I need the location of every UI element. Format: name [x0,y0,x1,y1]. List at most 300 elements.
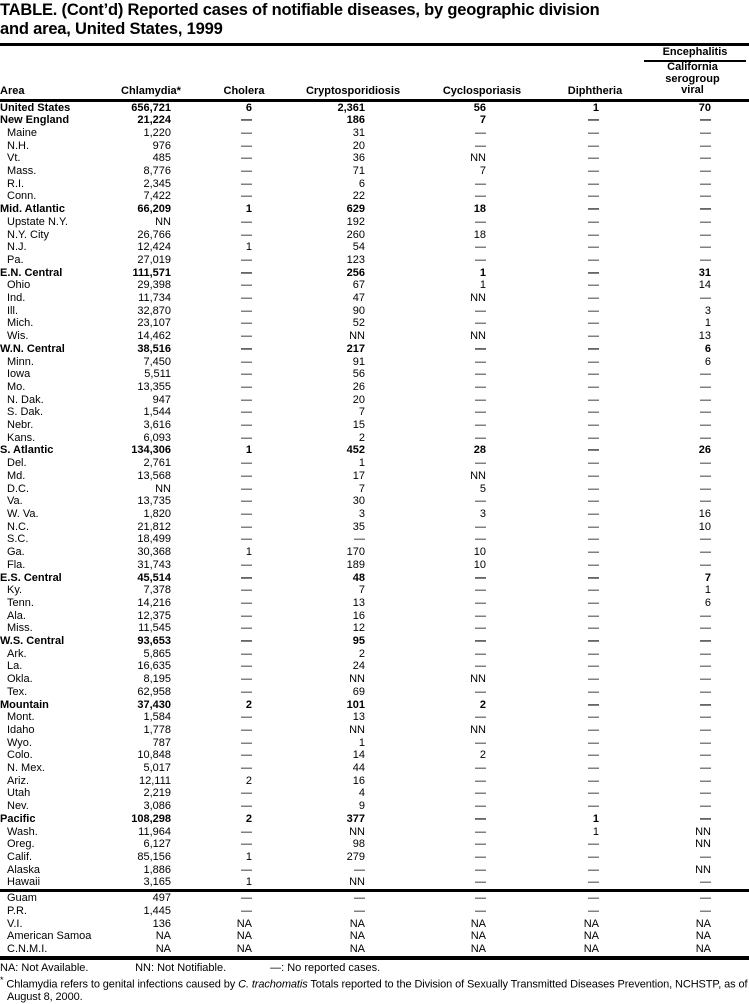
chlamydia-footnote [0,974,749,1003]
value-cell: — [475,850,486,863]
table-row [0,876,749,890]
table-row [0,572,749,585]
value-cell: 44 [352,762,365,775]
value-cell: — [241,635,252,648]
value-cell: 56 [352,368,365,381]
value-cell: — [700,393,711,406]
table-row [0,368,749,381]
value-cell: — [588,292,599,305]
area-cell: Minn. [7,355,34,368]
value-cell: 256 [346,266,365,279]
area-cell: Del. [7,457,27,470]
value-cell: NN [349,876,365,889]
value-cell: — [475,533,486,546]
value-cell: — [700,749,711,762]
value-cell: — [475,660,486,673]
value-cell: — [475,241,486,254]
value-cell: — [354,533,365,546]
value-cell: — [700,904,711,917]
value-cell: NN [695,825,711,838]
value-cell: 787 [152,736,171,749]
value-cell: 452 [346,444,365,457]
value-cell: 6,093 [143,431,171,444]
table-row [0,918,749,931]
value-cell: — [588,355,599,368]
value-cell: — [700,850,711,863]
value-cell: 93,653 [137,635,171,648]
value-cell: 12,424 [137,241,171,254]
table-row [0,254,749,267]
value-cell: 1 [358,736,365,749]
value-cell: — [588,736,599,749]
value-cell: — [588,711,599,724]
value-cell: — [588,609,599,622]
value-cell: 2,219 [143,787,171,800]
area-cell: Nev. [7,800,29,813]
value-cell: — [241,495,252,508]
value-cell: — [700,368,711,381]
value-cell: 1 [245,203,252,216]
value-cell: — [475,812,486,825]
value-cell: 3 [704,304,711,317]
value-cell: 5,511 [144,368,171,381]
area-cell: S.C. [7,533,29,546]
value-cell: 7 [358,406,365,419]
value-cell: — [700,762,711,775]
column-header-cholera: Cholera [192,62,296,100]
value-cell: — [700,533,711,546]
area-cell: Mich. [7,317,34,330]
table-row [0,203,749,216]
value-cell: — [475,177,486,190]
value-cell: — [475,571,486,584]
value-cell: NN [349,330,365,343]
value-cell: — [475,622,486,635]
value-cell: — [241,228,252,241]
area-cell: Mountain [0,698,49,711]
value-cell: — [475,126,486,139]
area-cell: N. Dak. [7,393,44,406]
value-cell: — [700,177,711,190]
value-cell: NN [470,673,486,686]
value-cell: — [241,469,252,482]
value-cell: — [700,241,711,254]
value-cell: — [241,685,252,698]
value-cell: — [354,904,365,917]
area-cell: New England [0,114,70,127]
value-cell: 136 [152,917,171,930]
value-cell: — [588,139,599,152]
value-cell: 2 [245,774,252,787]
value-cell: — [700,660,711,673]
area-cell: Upstate N.Y. [7,215,68,228]
area-cell: Miss. [7,622,33,635]
value-cell: — [588,431,599,444]
value-cell: NN [470,292,486,305]
column-header-area: Area [0,62,110,100]
table-row [0,838,749,851]
legend-na: NA: Not Available. [0,961,89,974]
value-cell: 976 [152,139,171,152]
area-cell: Hawaii [7,876,41,889]
table-row [0,495,749,508]
value-cell: 18 [473,228,486,241]
enc-sub-line3: viral [681,84,704,96]
area-cell: Alaska [7,863,41,876]
value-cell: — [241,584,252,597]
area-cell: Ariz. [7,774,29,787]
value-cell: — [475,304,486,317]
value-cell: NN [470,723,486,736]
area-cell: Pa. [7,253,24,266]
table-row [0,737,749,750]
value-cell: 31 [352,126,365,139]
table-row [0,711,749,724]
value-cell: NN [695,838,711,851]
value-cell: — [588,520,599,533]
value-cell: — [241,457,252,470]
value-cell: — [588,584,599,597]
value-cell: 3,165 [143,876,171,889]
value-cell: — [241,609,252,622]
value-cell: — [241,723,252,736]
value-cell: — [588,749,599,762]
table-row [0,905,749,918]
value-cell: 12 [352,622,365,635]
value-cell: — [588,863,599,876]
table-header [0,46,749,100]
value-cell: — [475,838,486,851]
value-cell: — [241,342,252,355]
value-cell: — [700,685,711,698]
value-cell: 13 [352,711,365,724]
column-header-row [0,62,749,100]
value-cell: — [588,279,599,292]
value-cell: 2 [245,812,252,825]
value-cell: — [588,215,599,228]
value-cell: 4 [358,787,365,800]
value-cell: 7 [479,114,486,127]
area-cell: Mo. [7,380,26,393]
value-cell: — [588,723,599,736]
value-cell: 11,964 [138,825,171,838]
value-cell: 5,017 [143,762,171,775]
area-cell: N.H. [7,139,29,152]
value-cell: — [588,482,599,495]
value-cell: — [241,647,252,660]
table-row [0,762,749,775]
table-row [0,470,749,483]
value-cell: — [588,126,599,139]
value-cell: 1 [704,584,711,597]
value-cell: — [700,228,711,241]
table-row [0,305,749,318]
area-cell: Tenn. [7,596,34,609]
value-cell: NA [695,930,711,943]
value-cell: NA [470,930,486,943]
value-cell: 10 [698,520,711,533]
table-row [0,140,749,153]
value-cell: — [588,800,599,813]
area-cell: D.C. [7,482,29,495]
table-row [0,686,749,699]
value-cell: NA [155,930,171,943]
area-cell: La. [7,660,23,673]
value-cell: 26 [352,380,365,393]
area-cell: Ala. [7,609,26,622]
value-cell: 3,086 [143,800,171,813]
table-row [0,444,749,457]
value-cell: 2 [479,749,486,762]
value-cell: 26,766 [137,228,171,241]
table-row [0,279,749,292]
value-cell: 1,584 [143,711,171,724]
table-body-territories [0,891,749,956]
value-cell: — [241,317,252,330]
value-cell: 30,368 [137,546,171,559]
value-cell: — [700,152,711,165]
value-cell: — [475,774,486,787]
value-cell: 29,398 [137,279,171,292]
value-cell: — [700,203,711,216]
value-cell: — [700,609,711,622]
value-cell: — [241,279,252,292]
value-cell: 30 [352,495,365,508]
value-cell: — [588,393,599,406]
value-cell: 22 [352,190,365,203]
value-cell: — [554,891,636,905]
column-header-diphtheria: Diphtheria [554,62,636,100]
table-row [0,241,749,254]
area-cell: Mont. [7,711,35,724]
value-cell: 18,499 [137,533,171,546]
value-cell: 24 [352,660,365,673]
area-cell: V.I. [7,917,23,930]
value-cell: — [588,419,599,432]
value-cell: — [241,215,252,228]
value-cell: — [700,253,711,266]
value-cell: 13 [352,596,365,609]
value-cell: — [588,876,599,889]
column-header-cyclosporiasis: Cyclosporiasis [410,62,554,100]
value-cell: 260 [346,228,365,241]
value-cell: — [241,762,252,775]
value-cell: — [700,622,711,635]
value-cell: 134,306 [131,444,171,457]
value-cell: 21,224 [137,114,171,127]
value-cell: 45,514 [137,571,171,584]
table-row [0,343,749,356]
value-cell: 16 [698,508,711,520]
area-cell: Conn. [7,190,37,203]
value-cell: 69 [352,685,365,698]
area-cell: Okla. [7,673,33,686]
value-cell: 13,568 [137,469,171,482]
value-cell: 3,616 [143,419,171,432]
value-cell: — [588,469,599,482]
value-cell: — [475,685,486,698]
area-cell: Kans. [7,431,36,444]
value-cell: 17 [352,469,365,482]
area-cell: Ark. [7,647,27,660]
value-cell: — [588,558,599,571]
value-cell: 11,734 [138,292,171,305]
value-cell: NN [470,330,486,343]
value-cell: — [588,685,599,698]
value-cell: NA [236,942,252,955]
value-cell: 28 [473,444,486,457]
value-cell: 26 [698,444,711,457]
value-cell: — [588,444,599,457]
value-cell: NA [695,942,711,955]
area-cell: Iowa [7,368,31,381]
value-cell: — [475,876,486,889]
area-cell: P.R. [7,904,27,917]
table-row [0,864,749,877]
area-cell: Pacific [0,812,36,825]
value-cell: — [241,825,252,838]
value-cell: 47 [352,292,365,305]
encephalitis-group-label: Encephalitis [644,46,746,62]
value-cell: — [588,457,599,470]
table-row [0,229,749,242]
value-cell: 186 [346,114,365,127]
table-title [0,0,749,39]
table-row [0,394,749,407]
table-row [0,559,749,572]
value-cell: — [700,139,711,152]
value-cell: 31 [698,266,711,279]
value-cell: 14,462 [137,330,171,343]
value-cell: 16 [352,609,365,622]
value-cell: — [475,596,486,609]
value-cell: — [241,482,252,495]
area-cell: United States [0,101,71,114]
value-cell: 6 [704,355,711,368]
table-row [0,851,749,864]
value-cell: NN [155,482,171,495]
table-row [0,610,749,623]
value-cell: — [241,736,252,749]
enc-sub-line1: California [667,61,718,73]
value-cell: — [636,891,749,905]
value-cell: 279 [346,850,365,863]
value-cell: 11,545 [138,622,171,635]
value-cell: 1,445 [143,904,171,917]
value-cell: — [241,749,252,762]
value-cell: — [588,330,599,343]
value-cell: 85,156 [137,850,171,863]
value-cell: — [588,850,599,863]
value-cell: 12,375 [137,609,171,622]
table-row [0,267,749,280]
value-cell: — [475,904,486,917]
table-row [0,406,749,419]
value-cell: — [241,787,252,800]
notifiable-diseases-table [0,46,749,956]
table-row [0,317,749,330]
value-cell: 2,761 [143,457,171,470]
value-cell: 7,422 [143,190,171,203]
value-cell: — [241,558,252,571]
value-cell: — [475,584,486,597]
value-cell: 91 [352,355,365,368]
value-cell: — [588,508,599,520]
value-cell: — [241,406,252,419]
area-cell: E.S. Central [0,571,62,584]
value-cell: — [475,762,486,775]
table-row [0,930,749,943]
value-cell: — [588,228,599,241]
value-cell: — [241,355,252,368]
table-row [0,584,749,597]
value-cell: — [296,891,410,905]
value-cell: — [475,215,486,228]
area-cell: N.C. [7,520,29,533]
value-cell: NA [583,930,599,943]
table-row [0,508,749,521]
table-body-main [0,100,749,891]
value-cell: 9 [358,800,365,813]
area-cell: Nebr. [7,419,34,432]
value-cell: — [475,647,486,660]
table-row [0,648,749,661]
value-cell: 20 [352,139,365,152]
value-cell: 37,430 [137,698,171,711]
table-row [0,699,749,712]
value-cell: 2,345 [143,177,171,190]
value-cell: 6 [704,596,711,609]
area-cell: S. Atlantic [0,444,54,457]
value-cell: — [192,891,296,905]
value-cell: — [700,635,711,648]
value-cell: — [241,660,252,673]
value-cell: — [241,330,252,343]
area-cell: Ga. [7,546,25,559]
value-cell: — [475,342,486,355]
value-cell: — [700,215,711,228]
area-cell: C.N.M.I. [7,942,48,955]
value-cell: — [700,673,711,686]
value-cell: 1,778 [143,723,171,736]
table-row [0,100,749,114]
value-cell: — [588,152,599,165]
footnote-text-italic: C. trachomatis [238,978,308,991]
value-cell: NA [349,930,365,943]
value-cell: — [588,571,599,584]
value-cell: 217 [346,342,365,355]
value-cell: 1 [245,444,252,457]
table-row [0,660,749,673]
value-cell: — [241,114,252,127]
value-cell: — [475,863,486,876]
value-cell: — [588,304,599,317]
value-cell: — [241,380,252,393]
value-cell: 7 [358,584,365,597]
value-cell: 6 [245,101,252,114]
area-cell: Vt. [7,152,21,165]
value-cell: 8,776 [143,165,171,178]
table-row [0,381,749,394]
value-cell: 629 [346,203,365,216]
value-cell: 101 [346,698,365,711]
value-cell: — [700,457,711,470]
value-cell: — [700,292,711,305]
value-cell: 1 [479,279,486,292]
footnote-text-prefix: Chlamydia refers to genital infections caused by [3,978,239,991]
area-cell: Fla. [7,558,26,571]
value-cell: — [475,635,486,648]
